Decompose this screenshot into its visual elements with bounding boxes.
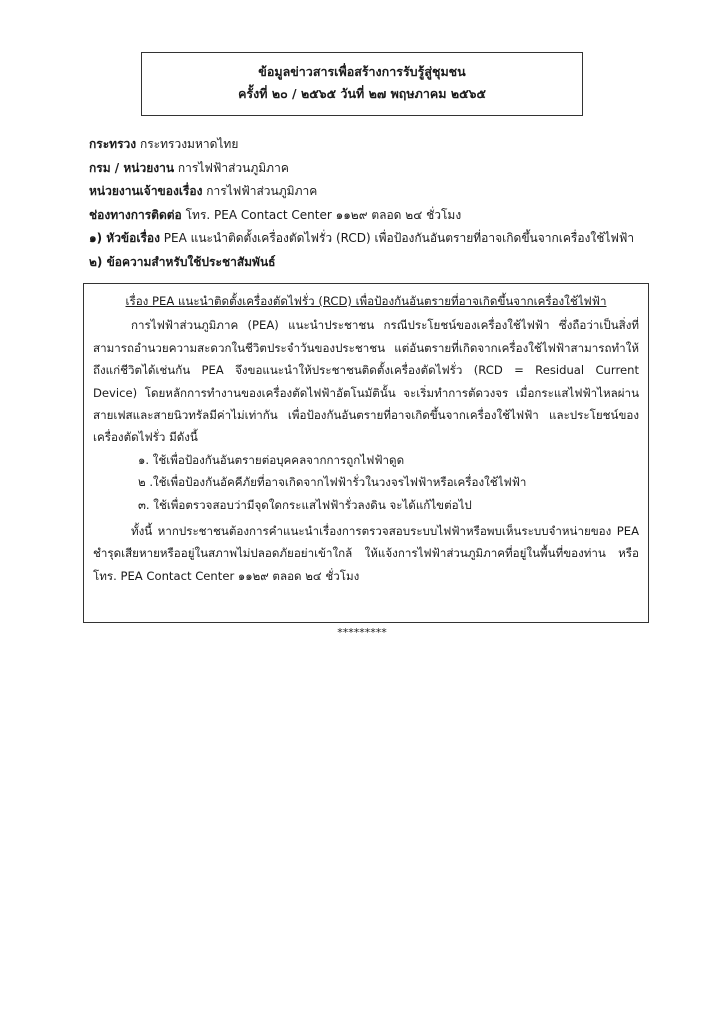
benefit-list bbox=[93, 449, 639, 516]
department-row bbox=[89, 157, 689, 181]
press-release-paragraph-1: การไฟฟ้าส่วนภูมิภาค (PEA) แนะนำประชาชน กรณีประโยชน์ของเครื่องใช้ไฟฟ้า ซึ่งถือว่าเป็นสิ่งที่สามารถอำนวยความสะดวกในชีวิตประจำวันของประชาชน แต่อันตรายที่เกิดจากเครื่องใช้ไฟฟ้าสามารถทำให้ถึงแก่ชีวิตได้เช่นกัน PEA จึงขอแนะนำให้ประชาชนติดตั้งเครื่องตัดไฟรั่ว (RCD = Residual Current Device) โดยหลักการทำงานของเครื่องตัดไฟฟ้าอัตโนมัตินั้น จะเริ่มทำการตัดวงจร เมื่อกระแสไฟฟ้าไหลผ่านสายเฟสและสายนิวทรัลมีค่าไม่เท่ากัน เพื่อป้องกันอันตรายที่อาจเกิดขึ้นจากเครื่องใช้ไฟฟ้า และประโยชน์ของเครื่องตัดไฟรั่ว มีดังนี้ bbox=[93, 318, 639, 445]
header-title: ข้อมูลข่าวสารเพื่อสร้างการรับรู้สู่ชุมชน bbox=[258, 64, 466, 79]
press-release-box bbox=[83, 283, 649, 623]
header-issue-date: ครั้งที่ ๒๐ / ๒๕๖๕ วันที่ ๒๗ พฤษภาคม ๒๕๖๕ bbox=[238, 86, 486, 101]
department-value: การไฟฟ้าส่วนภูมิภาค bbox=[177, 160, 289, 175]
header-box bbox=[141, 52, 583, 116]
benefit-item-3: ๓. ใช้เพื่อตรวจสอบว่ามีจุดใดกระแสไฟฟ้ารั่วลงดิน จะได้แก้ไขต่อไป bbox=[138, 497, 472, 512]
ministry-label: กระทรวง bbox=[89, 137, 137, 151]
pr-section-label: ๒) ข้อความสำหรับใช้ประชาสัมพันธ์ bbox=[89, 254, 276, 269]
topic-value: PEA แนะนำติดตั้งเครื่องตัดไฟรั่ว (RCD) เพื่อป้องกันอันตรายที่อาจเกิดขึ้นจากเครื่องใช้ไฟฟ้า bbox=[163, 231, 635, 245]
owner-value: การไฟฟ้าส่วนภูมิภาค bbox=[206, 184, 318, 198]
contact-label: ช่องทางการติดต่อ bbox=[89, 207, 182, 222]
topic-label: ๑) หัวข้อเรื่อง bbox=[89, 231, 160, 245]
contact-row bbox=[89, 204, 689, 228]
owner-label: หน่วยงานเจ้าของเรื่อง bbox=[89, 184, 203, 198]
benefit-item-1: ๑. ใช้เพื่อป้องกันอันตรายต่อบุคคลจากการถูกไฟฟ้าดูด bbox=[138, 452, 405, 467]
meta-section bbox=[89, 133, 689, 274]
ministry-row bbox=[89, 133, 689, 157]
contact-value: โทร. PEA Contact Center ๑๑๒๙ ตลอด ๒๔ ชั่วโมง bbox=[185, 207, 462, 222]
department-label: กรม / หน่วยงาน bbox=[89, 160, 175, 175]
owner-row bbox=[89, 180, 689, 204]
topic-row bbox=[89, 227, 689, 251]
press-release-paragraph-2: ทั้งนี้ หากประชาชนต้องการคำแนะนำเรื่องการตรวจสอบระบบไฟฟ้าหรือพบเห็นระบบจำหน่ายของ PEA ชำรุดเสียหายหรืออยู่ในสภาพไม่ปลอดภัยอย่าเข้าใกล้ ให้แจ้งการไฟฟ้าส่วนภูมิภาคที่อยู่ในพื้นที่ของท่าน หรือโทร. PEA Contact Center ๑๑๒๙ ตลอด ๒๔ ชั่วโมง bbox=[93, 524, 639, 583]
press-release-title: เรื่อง PEA แนะนำติดตั้งเครื่องตัดไฟรั่ว (RCD) เพื่อป้องกันอันตรายที่อาจเกิดขึ้นจากเครื่องใช้ไฟฟ้า bbox=[125, 294, 607, 308]
ministry-value: กระทรวงมหาดไทย bbox=[139, 137, 239, 151]
end-marker: ********* bbox=[337, 626, 387, 639]
benefit-item-2: ๒ .ใช้เพื่อป้องกันอัคคีภัยที่อาจเกิดจากไฟฟ้ารั่วในวงจรไฟฟ้าหรือเครื่องใช้ไฟฟ้า bbox=[138, 475, 527, 490]
